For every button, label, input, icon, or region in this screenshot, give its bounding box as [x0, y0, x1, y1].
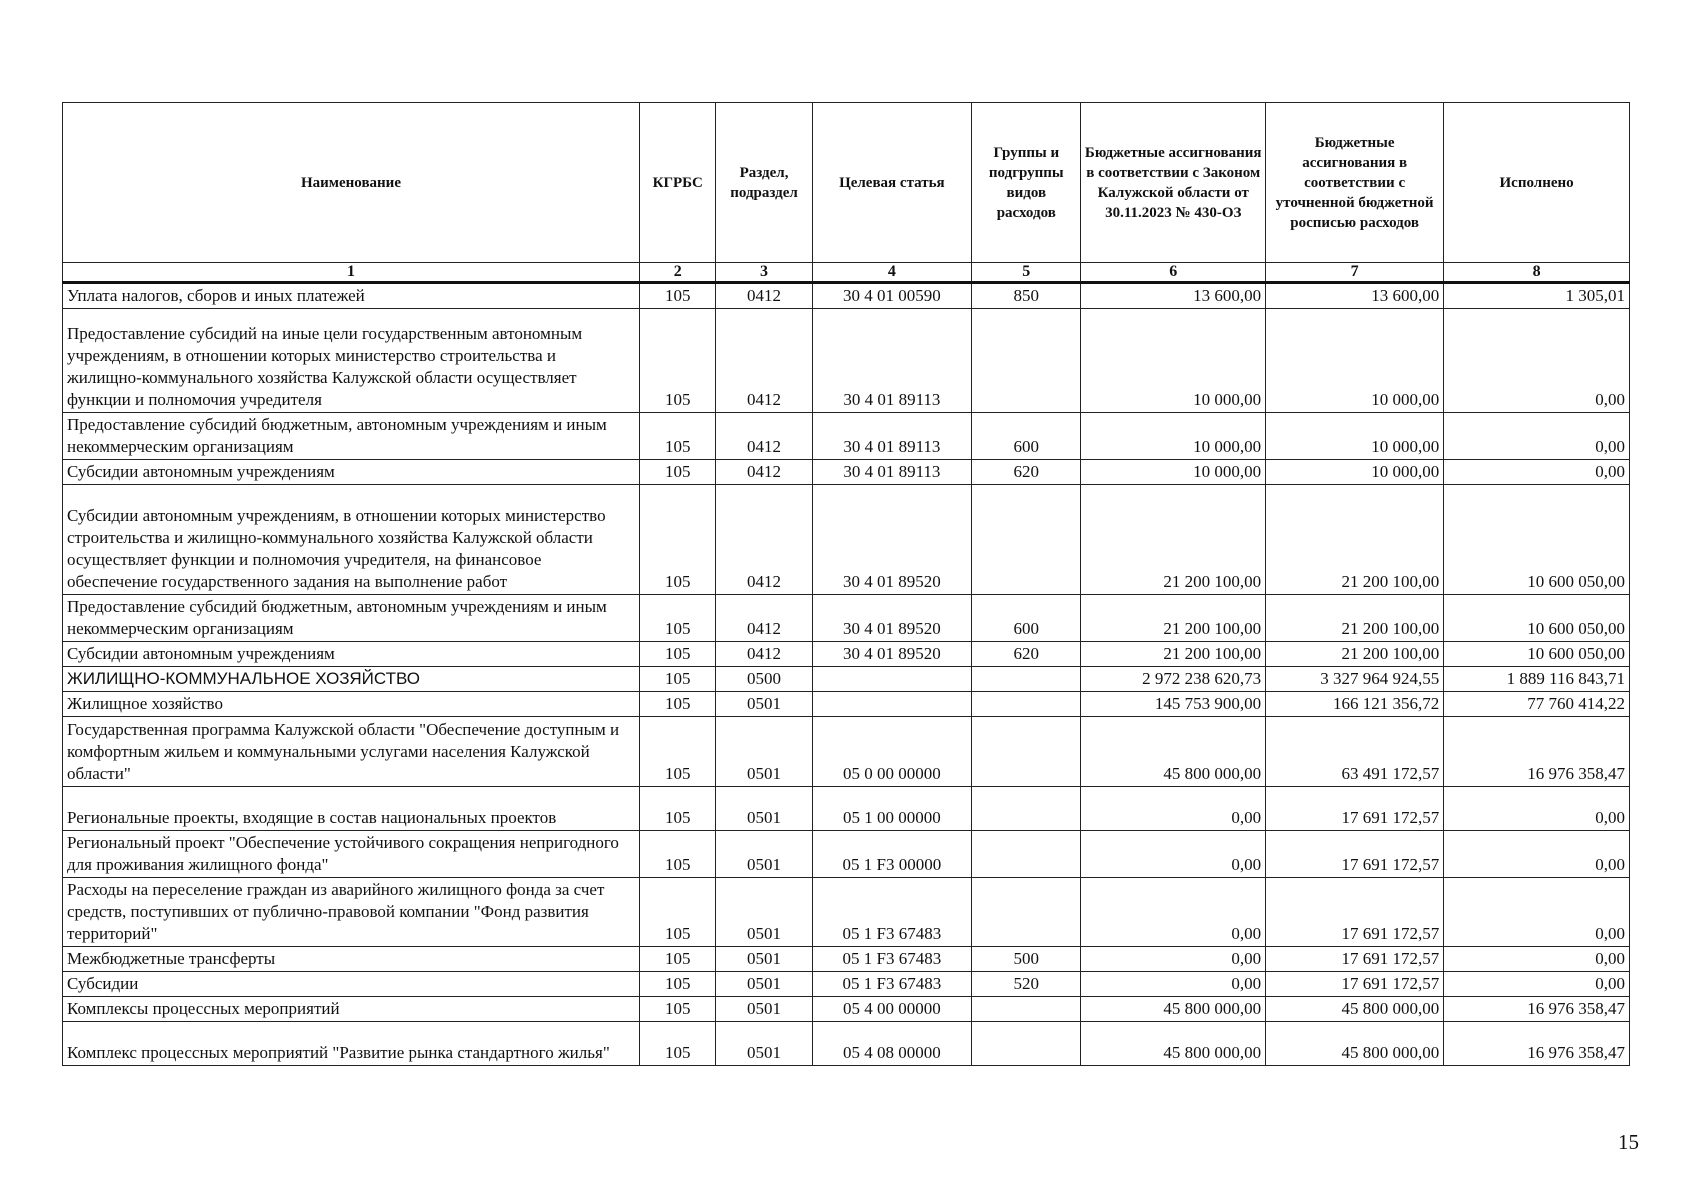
header-kgrbs: КГРБС: [639, 103, 715, 263]
cell-name: Субсидии: [63, 972, 640, 997]
cell-vr: 520: [972, 972, 1081, 997]
cell-vr: [972, 485, 1081, 595]
header-executed: Исполнено: [1444, 103, 1630, 263]
header-refined: Бюджетные ассигнования в соответствии с уточненной бюджетной росписью расходов: [1266, 103, 1444, 263]
cell-law: 21 200 100,00: [1081, 642, 1266, 667]
cell-name: Субсидии автономным учреждениям, в отношении которых министерство строительства и жилищно-коммунального хозяйства Калужской области осуществляет функции и полномочия учредителя, на финансовое обеспечение государственного задания на выполнение работ: [63, 485, 640, 595]
cell-executed: 0,00: [1444, 947, 1630, 972]
column-number: 2: [639, 263, 715, 283]
cell-target: 05 1 00 00000: [812, 787, 972, 831]
cell-razdel: 0412: [716, 283, 812, 309]
cell-target: 05 1 F3 67483: [812, 972, 972, 997]
cell-razdel: 0501: [716, 997, 812, 1022]
cell-razdel: 0412: [716, 642, 812, 667]
cell-executed: 0,00: [1444, 413, 1630, 460]
cell-executed: 0,00: [1444, 787, 1630, 831]
column-number: 8: [1444, 263, 1630, 283]
cell-kgrbs: 105: [639, 692, 715, 717]
cell-law: 13 600,00: [1081, 283, 1266, 309]
cell-executed: 1 305,01: [1444, 283, 1630, 309]
cell-law: 21 200 100,00: [1081, 485, 1266, 595]
cell-target: [812, 667, 972, 692]
cell-refined: 17 691 172,57: [1266, 947, 1444, 972]
cell-law: 10 000,00: [1081, 460, 1266, 485]
cell-target: [812, 692, 972, 717]
cell-refined: 17 691 172,57: [1266, 878, 1444, 947]
header-law: Бюджетные ассигнования в соответствии с Законом Калужской области от 30.11.2023 № 430-ОЗ: [1081, 103, 1266, 263]
table-row: [63, 667, 1630, 692]
cell-law: 0,00: [1081, 878, 1266, 947]
cell-name: Предоставление субсидий бюджетным, автономным учреждениям и иным некоммерческим организациям: [63, 413, 640, 460]
page-number: 15: [1618, 1130, 1639, 1154]
cell-executed: 10 600 050,00: [1444, 642, 1630, 667]
cell-kgrbs: 105: [639, 642, 715, 667]
table-row: [63, 787, 1630, 831]
cell-executed: 10 600 050,00: [1444, 595, 1630, 642]
cell-name: Комплексы процессных мероприятий: [63, 997, 640, 1022]
table-row: [63, 997, 1630, 1022]
cell-law: 0,00: [1081, 831, 1266, 878]
cell-name: Региональные проекты, входящие в состав национальных проектов: [63, 787, 640, 831]
table-row: [63, 283, 1630, 309]
cell-vr: 620: [972, 642, 1081, 667]
cell-target: 30 4 01 89520: [812, 642, 972, 667]
cell-razdel: 0412: [716, 485, 812, 595]
table-row: [63, 642, 1630, 667]
cell-refined: 10 000,00: [1266, 309, 1444, 413]
cell-refined: 17 691 172,57: [1266, 831, 1444, 878]
cell-vr: [972, 997, 1081, 1022]
column-number: 1: [63, 263, 640, 283]
cell-kgrbs: 105: [639, 485, 715, 595]
table-row: [63, 831, 1630, 878]
cell-vr: 600: [972, 413, 1081, 460]
table-row: [63, 413, 1630, 460]
cell-vr: [972, 692, 1081, 717]
header-razdel: Раздел, подраздел: [716, 103, 812, 263]
cell-razdel: 0501: [716, 878, 812, 947]
cell-law: 0,00: [1081, 972, 1266, 997]
cell-kgrbs: 105: [639, 972, 715, 997]
cell-name: Предоставление субсидий бюджетным, автономным учреждениям и иным некоммерческим организациям: [63, 595, 640, 642]
cell-refined: 45 800 000,00: [1266, 1022, 1444, 1066]
cell-law: 45 800 000,00: [1081, 717, 1266, 787]
cell-law: 2 972 238 620,73: [1081, 667, 1266, 692]
cell-razdel: 0501: [716, 787, 812, 831]
column-number: 3: [716, 263, 812, 283]
cell-vr: [972, 309, 1081, 413]
table-body: [63, 283, 1630, 1066]
cell-vr: [972, 831, 1081, 878]
cell-refined: 13 600,00: [1266, 283, 1444, 309]
cell-razdel: 0501: [716, 972, 812, 997]
cell-law: 0,00: [1081, 947, 1266, 972]
table-row: [63, 595, 1630, 642]
cell-kgrbs: 105: [639, 831, 715, 878]
table-row: [63, 485, 1630, 595]
cell-refined: 17 691 172,57: [1266, 787, 1444, 831]
cell-razdel: 0412: [716, 413, 812, 460]
cell-kgrbs: 105: [639, 947, 715, 972]
cell-razdel: 0501: [716, 1022, 812, 1066]
cell-refined: 21 200 100,00: [1266, 485, 1444, 595]
cell-name: Региональный проект "Обеспечение устойчивого сокращения непригодного для проживания жилищного фонда": [63, 831, 640, 878]
cell-target: 30 4 01 89113: [812, 460, 972, 485]
header-name: Наименование: [63, 103, 640, 263]
cell-name: Предоставление субсидий на иные цели государственным автономным учреждениям, в отношении которых министерство строительства и жилищно-коммунального хозяйства Калужской области осуществляет функции и полномочия учредителя: [63, 309, 640, 413]
table-row: [63, 460, 1630, 485]
cell-refined: 3 327 964 924,55: [1266, 667, 1444, 692]
header-target: Целевая статья: [812, 103, 972, 263]
cell-vr: [972, 878, 1081, 947]
column-number-row: [63, 263, 1630, 283]
table-row: [63, 947, 1630, 972]
table-row: [63, 309, 1630, 413]
cell-refined: 17 691 172,57: [1266, 972, 1444, 997]
cell-target: 05 1 F3 67483: [812, 947, 972, 972]
cell-executed: 77 760 414,22: [1444, 692, 1630, 717]
cell-refined: 10 000,00: [1266, 413, 1444, 460]
cell-razdel: 0501: [716, 692, 812, 717]
column-number: 6: [1081, 263, 1266, 283]
cell-kgrbs: 105: [639, 717, 715, 787]
cell-name: Жилищное хозяйство: [63, 692, 640, 717]
cell-executed: 16 976 358,47: [1444, 1022, 1630, 1066]
cell-executed: 1 889 116 843,71: [1444, 667, 1630, 692]
header-groups: Группы и подгруппы видов расходов: [972, 103, 1081, 263]
cell-kgrbs: 105: [639, 283, 715, 309]
table-row: [63, 878, 1630, 947]
cell-vr: 600: [972, 595, 1081, 642]
cell-executed: 0,00: [1444, 972, 1630, 997]
cell-executed: 16 976 358,47: [1444, 717, 1630, 787]
cell-refined: 10 000,00: [1266, 460, 1444, 485]
cell-name: Расходы на переселение граждан из аварийного жилищного фонда за счет средств, поступивших от публично-правовой компании "Фонд развития территорий": [63, 878, 640, 947]
cell-target: 30 4 01 89113: [812, 413, 972, 460]
table-row: [63, 1022, 1630, 1066]
cell-target: 30 4 01 89520: [812, 485, 972, 595]
cell-razdel: 0501: [716, 717, 812, 787]
cell-kgrbs: 105: [639, 787, 715, 831]
cell-vr: 620: [972, 460, 1081, 485]
cell-kgrbs: 105: [639, 460, 715, 485]
cell-executed: 0,00: [1444, 460, 1630, 485]
cell-target: 05 1 F3 00000: [812, 831, 972, 878]
table-row: [63, 692, 1630, 717]
cell-target: 30 4 01 89113: [812, 309, 972, 413]
cell-refined: 166 121 356,72: [1266, 692, 1444, 717]
cell-law: 45 800 000,00: [1081, 1022, 1266, 1066]
cell-target: 05 0 00 00000: [812, 717, 972, 787]
column-number: 5: [972, 263, 1081, 283]
cell-vr: [972, 667, 1081, 692]
cell-target: 30 4 01 00590: [812, 283, 972, 309]
cell-name: Субсидии автономным учреждениям: [63, 642, 640, 667]
cell-kgrbs: 105: [639, 997, 715, 1022]
cell-refined: 63 491 172,57: [1266, 717, 1444, 787]
cell-kgrbs: 105: [639, 1022, 715, 1066]
cell-name: Субсидии автономным учреждениям: [63, 460, 640, 485]
cell-name: Комплекс процессных мероприятий "Развитие рынка стандартного жилья": [63, 1022, 640, 1066]
cell-name: Межбюджетные трансферты: [63, 947, 640, 972]
cell-kgrbs: 105: [639, 309, 715, 413]
cell-kgrbs: 105: [639, 878, 715, 947]
table-row: [63, 972, 1630, 997]
cell-target: 05 1 F3 67483: [812, 878, 972, 947]
cell-executed: 0,00: [1444, 831, 1630, 878]
cell-razdel: 0501: [716, 947, 812, 972]
cell-kgrbs: 105: [639, 413, 715, 460]
cell-refined: 21 200 100,00: [1266, 595, 1444, 642]
cell-law: 10 000,00: [1081, 309, 1266, 413]
cell-target: 05 4 08 00000: [812, 1022, 972, 1066]
cell-law: 21 200 100,00: [1081, 595, 1266, 642]
cell-executed: 16 976 358,47: [1444, 997, 1630, 1022]
cell-refined: 21 200 100,00: [1266, 642, 1444, 667]
cell-law: 0,00: [1081, 787, 1266, 831]
cell-law: 10 000,00: [1081, 413, 1266, 460]
cell-target: 30 4 01 89520: [812, 595, 972, 642]
cell-razdel: 0412: [716, 309, 812, 413]
cell-name: Уплата налогов, сборов и иных платежей: [63, 283, 640, 309]
cell-vr: [972, 787, 1081, 831]
column-number: 4: [812, 263, 972, 283]
cell-vr: 850: [972, 283, 1081, 309]
cell-executed: 10 600 050,00: [1444, 485, 1630, 595]
budget-table: [62, 102, 1630, 1066]
cell-name: Государственная программа Калужской области "Обеспечение доступным и комфортным жильем и коммунальными услугами населения Калужской области": [63, 717, 640, 787]
cell-vr: [972, 717, 1081, 787]
table-row: [63, 717, 1630, 787]
cell-kgrbs: 105: [639, 595, 715, 642]
cell-law: 45 800 000,00: [1081, 997, 1266, 1022]
cell-name: ЖИЛИЩНО-КОММУНАЛЬНОЕ ХОЗЯЙСТВО: [63, 667, 640, 692]
cell-razdel: 0500: [716, 667, 812, 692]
cell-razdel: 0412: [716, 595, 812, 642]
cell-law: 145 753 900,00: [1081, 692, 1266, 717]
cell-vr: 500: [972, 947, 1081, 972]
column-number: 7: [1266, 263, 1444, 283]
cell-razdel: 0501: [716, 831, 812, 878]
cell-refined: 45 800 000,00: [1266, 997, 1444, 1022]
cell-razdel: 0412: [716, 460, 812, 485]
cell-executed: 0,00: [1444, 309, 1630, 413]
cell-kgrbs: 105: [639, 667, 715, 692]
header-row: [63, 103, 1630, 263]
cell-executed: 0,00: [1444, 878, 1630, 947]
cell-target: 05 4 00 00000: [812, 997, 972, 1022]
cell-vr: [972, 1022, 1081, 1066]
